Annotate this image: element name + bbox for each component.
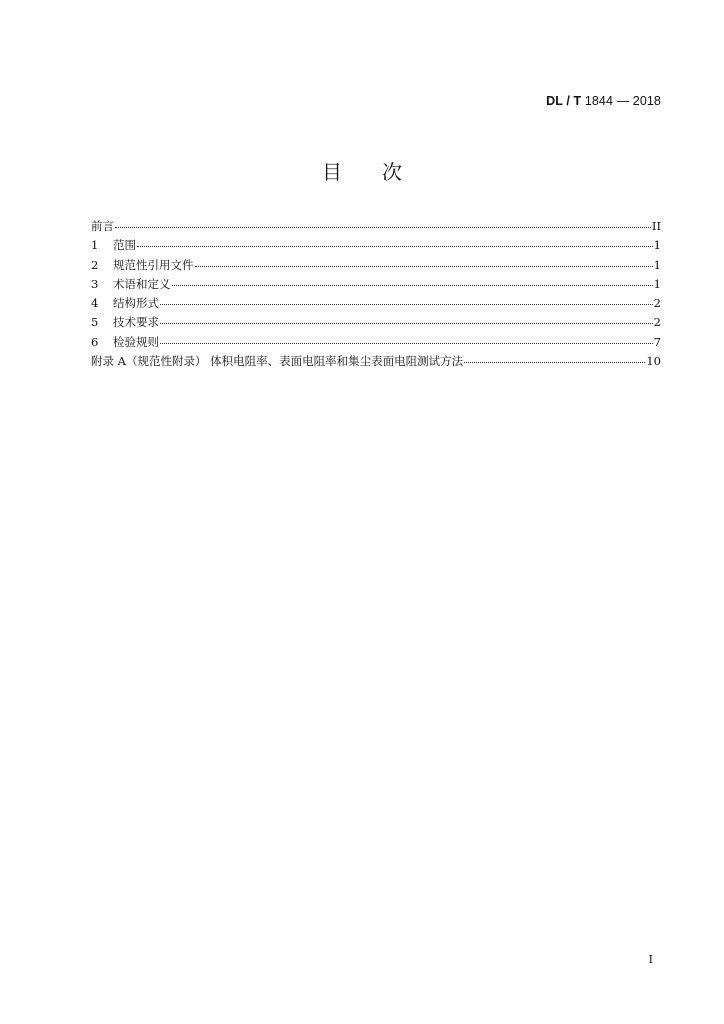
toc-leader-dots: [172, 275, 653, 286]
toc-entry-page: 2: [653, 315, 661, 330]
toc-entry-page: 1: [653, 257, 661, 272]
toc-entry-label: 范围: [113, 238, 136, 253]
toc-entry-normative-references[interactable]: [91, 257, 661, 276]
toc-entry-page: 7: [653, 334, 661, 349]
table-of-contents: [91, 218, 661, 372]
standard-number: 1844 — 2018: [584, 94, 661, 108]
page-title: 目次: [322, 160, 442, 184]
toc-entry-number: 3: [91, 276, 99, 291]
page-number: I: [648, 953, 653, 966]
toc-entry-appendix-a[interactable]: [91, 353, 661, 372]
toc-entry-number: 4: [91, 296, 99, 311]
toc-entry-foreword[interactable]: [91, 218, 661, 237]
toc-entry-page: 1: [653, 276, 661, 291]
toc-leader-dots: [160, 333, 653, 344]
standard-code: [546, 94, 661, 108]
toc-entry-label: 结构形式: [113, 296, 159, 311]
toc-leader-dots: [195, 256, 653, 267]
toc-entry-requirements[interactable]: [91, 314, 661, 333]
toc-entry-structure[interactable]: [91, 295, 661, 314]
toc-entry-number: 1: [91, 238, 99, 253]
toc-entry-scope[interactable]: [91, 237, 661, 256]
toc-entry-label: 技术要求: [113, 315, 159, 330]
toc-entry-page: 10: [646, 354, 661, 369]
toc-entry-number: 2: [91, 257, 99, 272]
toc-entry-number: 5: [91, 315, 99, 330]
toc-entry-page: II: [651, 219, 661, 233]
toc-leader-dots: [137, 236, 653, 247]
toc-leader-dots: [160, 313, 653, 324]
toc-entry-label: 规范性引用文件: [113, 257, 194, 272]
toc-entry-inspection[interactable]: [91, 334, 661, 353]
toc-entry-label: 前言: [91, 219, 114, 233]
toc-entry-page: 1: [653, 238, 661, 253]
toc-leader-dots: [160, 294, 653, 305]
toc-entry-page: 2: [653, 296, 661, 311]
toc-entry-label: 术语和定义: [113, 276, 171, 291]
toc-leader-dots: [464, 352, 645, 363]
toc-entry-label: 检验规则: [113, 334, 159, 349]
standard-prefix: DL / T: [546, 94, 582, 108]
toc-entry-label: 附录 A（规范性附录） 体积电阻率、表面电阻率和集尘表面电阻测试方法: [91, 354, 464, 369]
toc-entry-terms[interactable]: [91, 276, 661, 295]
toc-entry-number: 6: [91, 334, 99, 349]
toc-leader-dots: [115, 217, 651, 228]
